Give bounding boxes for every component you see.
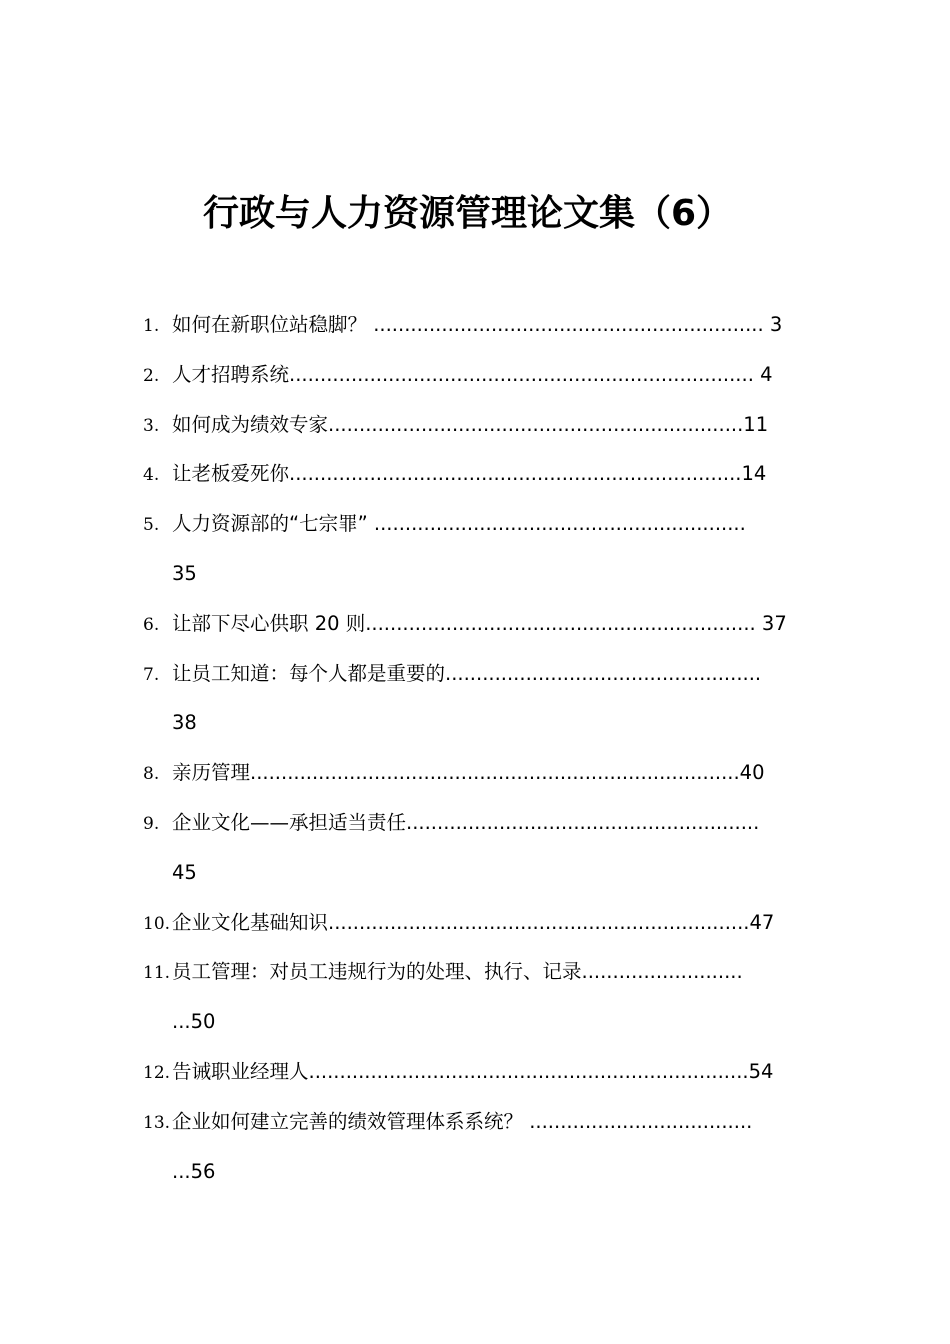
toc-entry[interactable]: [143, 748, 808, 798]
toc-entry-number: 3.: [143, 415, 160, 436]
table-of-contents: [143, 300, 808, 1196]
toc-entry[interactable]: [143, 798, 808, 848]
toc-entry[interactable]: [143, 1097, 808, 1147]
toc-entry-number: 5.: [143, 515, 160, 536]
toc-entry-text: 45: [172, 860, 197, 884]
toc-entry[interactable]: [143, 1147, 808, 1197]
toc-entry[interactable]: [143, 300, 808, 350]
toc-entry[interactable]: [143, 997, 808, 1047]
toc-entry[interactable]: [143, 499, 808, 549]
toc-entry-number: 6.: [143, 614, 160, 635]
toc-entry[interactable]: [143, 1047, 808, 1097]
toc-entry-text: 38: [172, 711, 197, 735]
toc-entry-number: 10.: [143, 913, 171, 934]
toc-entry-text: 企业如何建立完善的绩效管理体系系统？ ....................................: [172, 1109, 753, 1133]
toc-entry[interactable]: [143, 848, 808, 898]
toc-entry-text: 如何在新职位站稳脚？ ............................................................... 3: [172, 313, 783, 336]
document-title: 行政与人力资源管理论文集（6）: [202, 193, 733, 234]
toc-entry[interactable]: [143, 599, 808, 649]
toc-entry-text: 如何成为绩效专家...................................................................11: [172, 412, 769, 436]
toc-entry-text: 企业文化基础知识....................................................................47: [172, 910, 775, 934]
toc-entry[interactable]: [143, 549, 808, 599]
toc-entry-text: ...56: [172, 1159, 216, 1183]
toc-entry-text: 35: [172, 561, 197, 585]
toc-entry-text: 让部下尽心供职 20 则............................................................... 37: [172, 611, 787, 635]
toc-entry[interactable]: [143, 449, 808, 499]
toc-entry-number: 11.: [143, 963, 171, 984]
toc-entry[interactable]: [143, 649, 808, 699]
toc-entry-text: 让老板爱死你.........................................................................14: [172, 462, 767, 486]
toc-entry-text: 告诫职业经理人.......................................................................54: [172, 1059, 774, 1083]
toc-entry-number: 12.: [143, 1062, 171, 1083]
toc-entry-text: 让员工知道：每个人都是重要的...................................................: [172, 661, 762, 685]
toc-entry-number: 13.: [143, 1112, 171, 1133]
toc-entry-text: 人力资源部的“七宗罪” ............................................................: [172, 512, 746, 536]
toc-entry-text: 企业文化——承担适当责任.........................................................: [172, 810, 760, 834]
toc-entry-text: 亲历管理...............................................................................40: [172, 761, 765, 785]
toc-entry[interactable]: [143, 400, 808, 450]
toc-entry[interactable]: [143, 698, 808, 748]
toc-entry[interactable]: [143, 350, 808, 400]
toc-entry-number: 1.: [143, 316, 160, 336]
toc-entry-number: 7.: [143, 664, 160, 685]
toc-entry-text: 人才招聘系统........................................................................... 4: [172, 362, 773, 386]
toc-entry-number: 8.: [143, 764, 160, 785]
toc-entry[interactable]: [143, 898, 808, 948]
toc-entry-text: ...50: [172, 1010, 216, 1034]
toc-entry-text: 员工管理：对员工违规行为的处理、执行、记录..........................: [172, 960, 743, 984]
toc-entry-number: 4.: [143, 465, 160, 486]
toc-entry[interactable]: [143, 947, 808, 997]
toc-entry-number: 2.: [143, 365, 160, 386]
toc-entry-number: 9.: [143, 813, 160, 834]
